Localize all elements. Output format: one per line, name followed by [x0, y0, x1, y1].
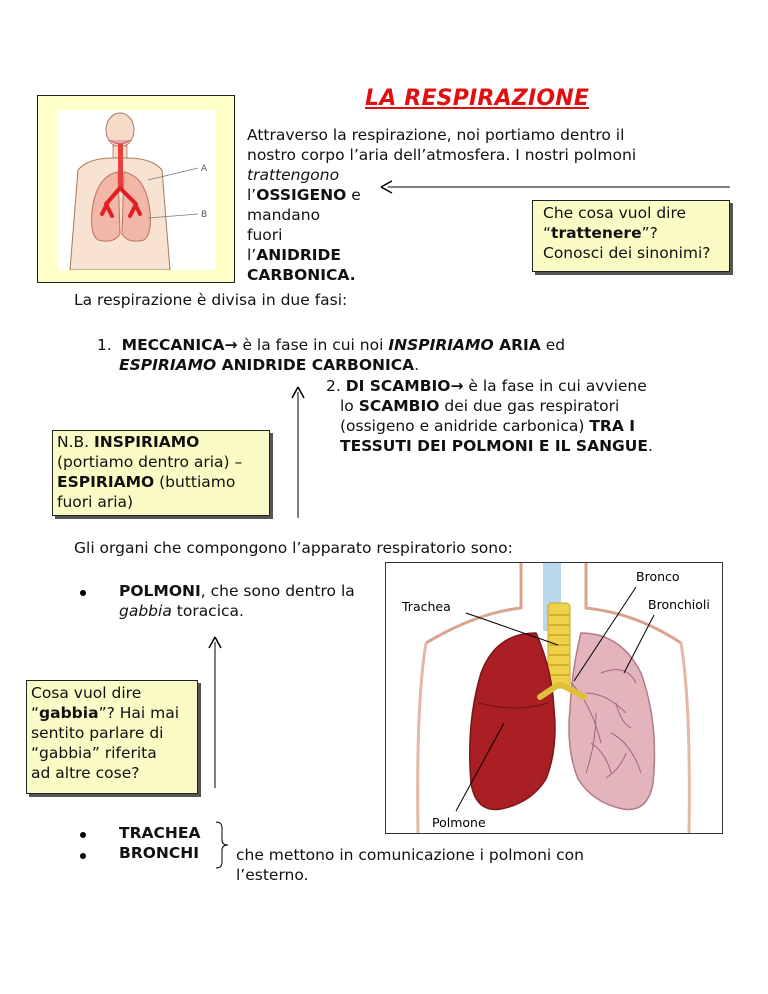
- brace-icon: [214, 820, 230, 870]
- fig2-label-bronchioli: Bronchioli: [648, 597, 710, 612]
- arrow-up-icon: [207, 636, 223, 788]
- lungs-diagram-image: [386, 563, 722, 833]
- bullet: [80, 832, 86, 838]
- word-trattengono: trattengono: [247, 166, 340, 184]
- phase-2: 2. DI SCAMBIO→ è la fase in cui avviene lo SCAMBIO dei due gas respiratori (ossigeno e anidride carbonica) TRA I TESSUTI DEI POLMONI E IL SANGUE.: [326, 377, 653, 455]
- arrow-right-icon: →: [224, 336, 238, 354]
- callout-nb: N.B. INSPIRIAMO (portiamo dentro aria) – ESPIRIAMO (buttiamo fuori aria): [52, 430, 270, 516]
- phase-2-name: DI SCAMBIO: [345, 377, 451, 395]
- bullet: [80, 590, 86, 596]
- organs-intro: Gli organi che compongono l’apparato respiratorio sono:: [74, 539, 513, 557]
- intro-paragraph: Attraverso la respirazione, noi portiamo dentro il nostro corpo l’aria dell’atmosfera. I nostri polmoni trattengono l’OSSIGENO e mandano fuori l’ANIDRIDE CARBONICA.: [247, 125, 707, 285]
- list-item-polmoni: POLMONI, che sono dentro la gabbia toracica.: [119, 582, 355, 620]
- arrow-right-icon: →: [450, 377, 464, 395]
- phases-intro: La respirazione è divisa in due fasi:: [74, 291, 348, 309]
- fig2-label-trachea: Trachea: [402, 599, 451, 614]
- fig1-label-b: B: [201, 210, 208, 220]
- phase-1: 1. MECCANICA→ è la fase in cui noi INSPIRIAMO ARIA ed ESPIRIAMO ANIDRIDE CARBONICA.: [97, 336, 566, 374]
- bullet: [80, 853, 86, 859]
- arrow-up-icon: [290, 386, 306, 518]
- intro-line: Attraverso la respirazione, noi portiamo dentro il: [247, 126, 625, 144]
- lungs-figure: [385, 562, 723, 834]
- intro-line: nostro corpo l’aria dell’atmosfera. I nostri polmoni: [247, 146, 637, 164]
- page-title: LA RESPIRAZIONE: [365, 86, 590, 111]
- respiratory-system-figure: [37, 95, 235, 283]
- word-trattenere: trattenere: [551, 224, 642, 242]
- fig2-label-bronco: Bronco: [636, 569, 680, 584]
- callout-gabbia: Cosa vuol dire “gabbia”? Hai mai sentito parlare di “gabbia” riferita ad altre cose?: [26, 680, 198, 794]
- fig2-label-polmone: Polmone: [432, 815, 486, 830]
- body-diagram-image: [58, 110, 216, 270]
- word-anidride: ANIDRIDE: [256, 246, 341, 264]
- fig1-label-a: A: [201, 164, 208, 174]
- arrow-left-icon: [380, 180, 730, 194]
- word-gabbia: gabbia: [39, 704, 99, 722]
- trachea-bronchi-desc: che mettono in comunicazione i polmoni con l’esterno.: [236, 846, 584, 884]
- word-ossigeno: OSSIGENO: [256, 186, 347, 204]
- list-item-trachea-bronchi: TRACHEA BRONCHI: [119, 824, 201, 862]
- phase-1-name: MECCANICA: [121, 336, 225, 354]
- callout-trattenere: Che cosa vuol dire “trattenere”? Conosci dei sinonimi?: [532, 200, 730, 272]
- word-carbonica: CARBONICA.: [247, 266, 356, 284]
